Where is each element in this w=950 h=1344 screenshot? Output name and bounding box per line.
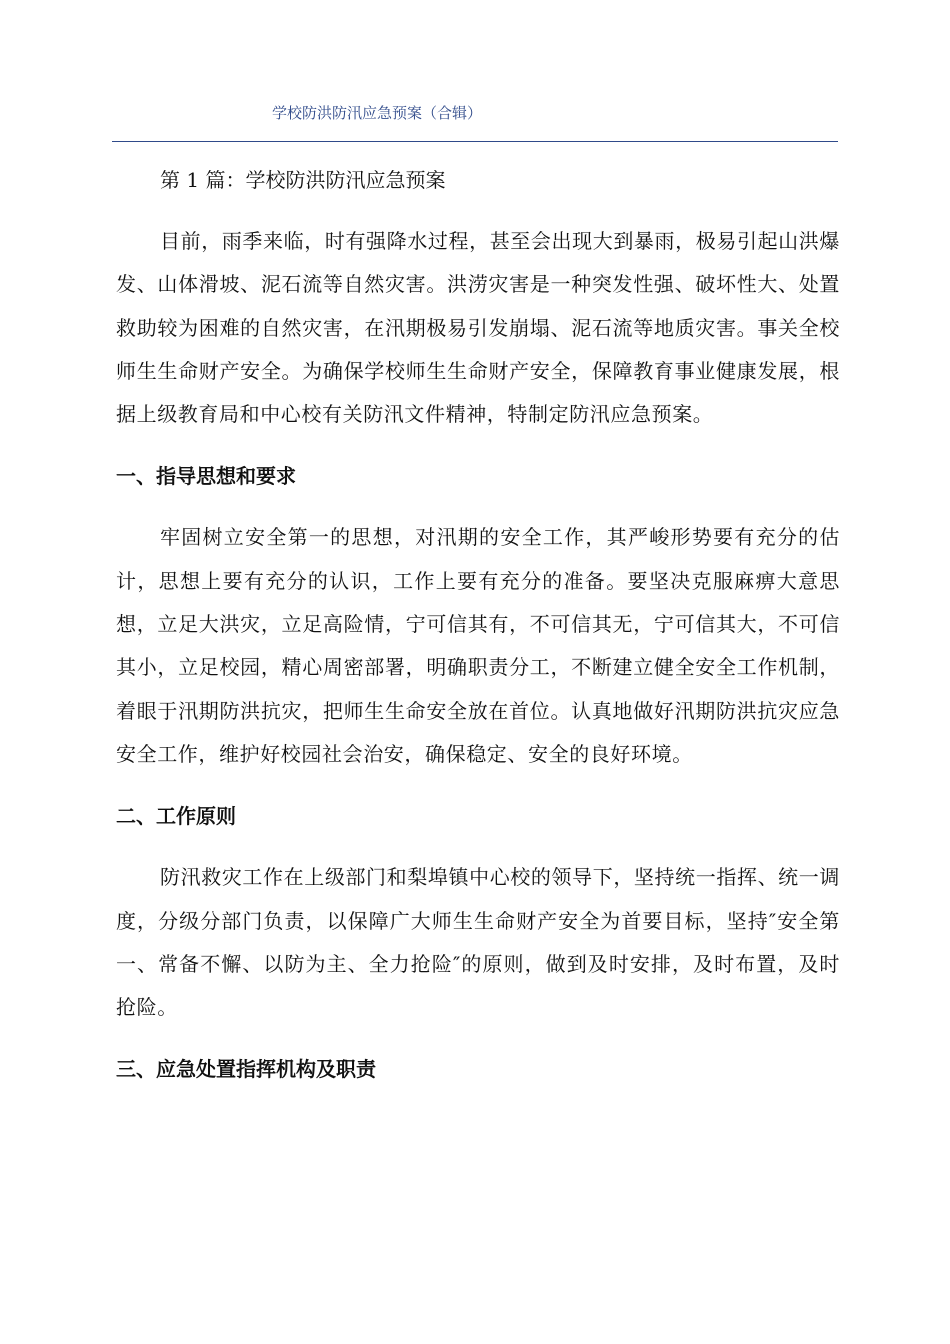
intro-paragraph: 目前，雨季来临，时有强降水过程，甚至会出现大到暴雨，极易引起山洪爆发、山体滑坡、泥石流等自然灾害。洪涝灾害是一种突发性强、破坏性大、处置救助较为困难的自然灾害，在汛期极易引发崩塌、泥石流等地质灾害。事关全校师生生命财产安全。为确保学校师生生命财产安全，保障教育事业健康发展，根据上级教育局和中心校有关防汛文件精神，特制定防汛应急预案。 <box>116 229 840 427</box>
section-heading-working-principles: 二、工作原则 <box>116 804 236 829</box>
header-divider <box>112 141 838 142</box>
section-paragraph-guiding-principles: 牢固树立安全第一的思想，对汛期的安全工作，其严峻形势要有充分的估计，思想上要有充分的认识，工作上要有充分的准备。要坚决克服麻痹大意思想，立足大洪灾，立足高险情，宁可信其有，不可信其无，宁可信其大，不可信其小，立足校园，精心周密部署，明确职责分工，不断建立健全安全工作机制，着眼于汛期防洪抗灾，把师生生命安全放在首位。认真地做好汛期防洪抗灾应急安全工作，维护好校园社会治安，确保稳定、安全的良好环境。 <box>116 525 840 766</box>
section-heading-command-structure: 三、应急处置指挥机构及职责 <box>116 1057 376 1082</box>
running-header: 学校防洪防汛应急预案（合辑） <box>272 104 483 122</box>
section-paragraph-working-principles: 防汛救灾工作在上级部门和梨埠镇中心校的领导下，坚持统一指挥、统一调度，分级分部门负责，以保障广大师生生命财产安全为首要目标，坚持″安全第一、常备不懈、以防为主、全力抢险″的原则，做到及时安排，及时布置，及时抢险。 <box>116 865 840 1020</box>
document-body <box>116 160 840 1109</box>
section-heading-guiding-principles: 一、指导思想和要求 <box>116 464 296 489</box>
chapter-title: 第 1 篇：学校防洪防汛应急预案 <box>160 168 446 192</box>
